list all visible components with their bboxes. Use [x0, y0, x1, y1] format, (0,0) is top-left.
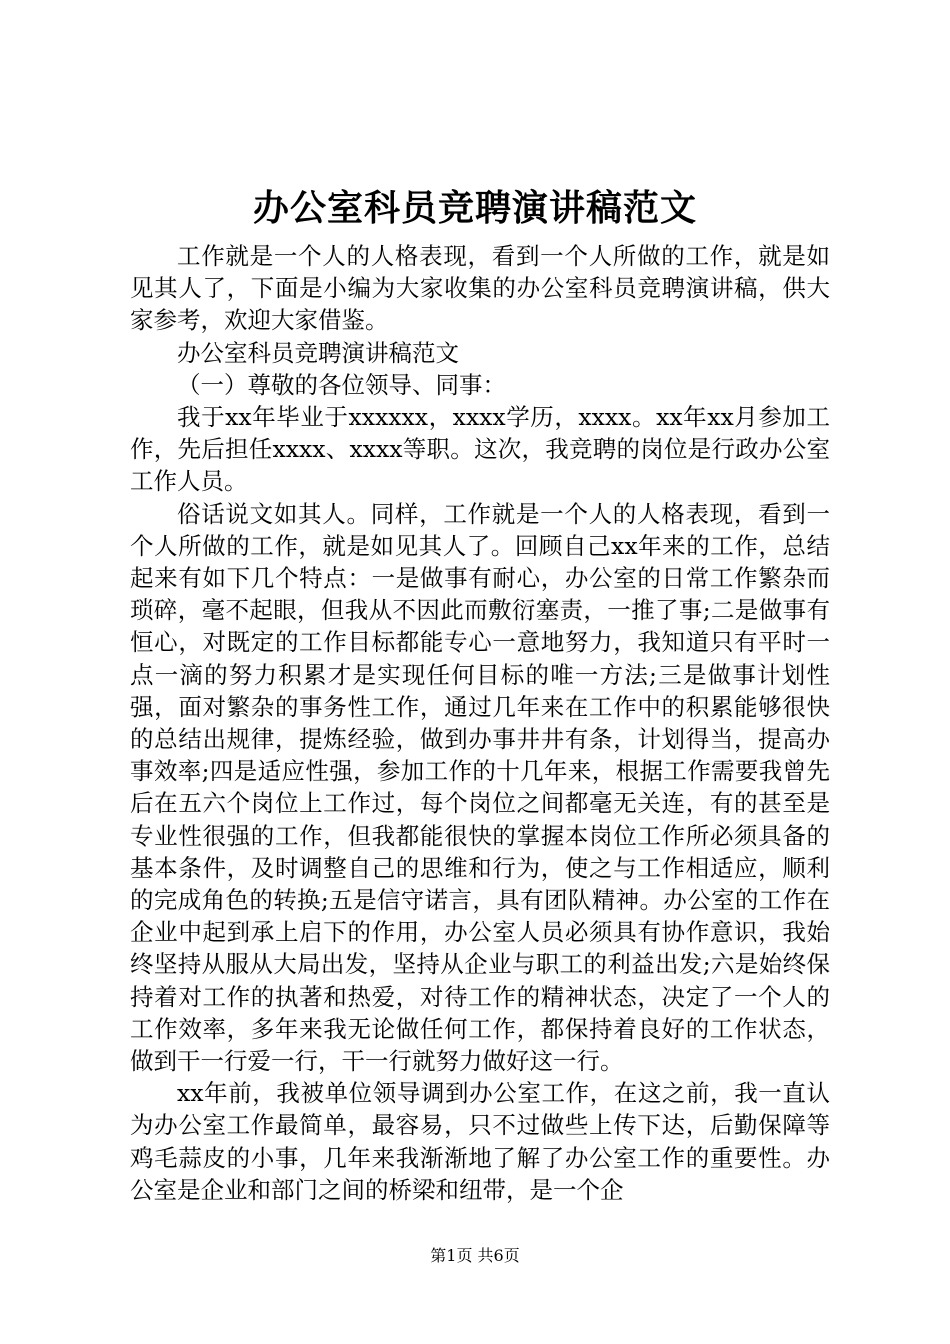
paragraph-salutation: （一）尊敬的各位领导、同事： — [177, 370, 506, 399]
document-body — [130, 240, 830, 1206]
paragraph-characteristics: 俗话说文如其人。同样，工作就是一个人的人格表现，看到一个人所做的工作，就是如见其人了。回顾自己xx年来的工作，总结起来有如下几个特点：一是做事有耐心，办公室的日常工作繁杂而琐碎，毫不起眼，但我从不因此而敷衍塞责，一推了事;二是做事有恒心，对既定的工作目标都能专心一意地努力，我知道只有平时一点一滴的努力积累才是实现任何目标的唯一方法;三是做事计划性强，面对繁杂的事务性工作，通过几年来在工作中的积累能够很快的总结出规律，提炼经验，做到办事井井有条，计划得当，提高办事效率;四是适应性强，参加工作的十几年来，根据工作需要我曾先后在五六个岗位上工作过，每个岗位之间都毫无关连，有的甚至是专业性很强的工作，但我都能很快的掌握本岗位工作所必须具备的基本条件，及时调整自己的思维和行为，使之与工作相适应，顺利的完成角色的转换;五是信守诺言，具有团队精神。办公室的工作在企业中起到承上启下的作用，办公室人员必须具有协作意识，我始终坚持从服从大局出发，坚持从企业与职工的利益出发;六是始终保持着对工作的执著和热爱，对待工作的精神状态，决定了一个人的工作效率，多年来我无论做任何工作，都保持着良好的工作状态，做到干一行爱一行，干一行就努力做好这一行。 — [130, 499, 830, 1076]
paragraph-background: 我于xx年毕业于xxxxxx，xxxx学历，xxxx。xx年xx月参加工作，先后担任xxxx、xxxx等职。这次，我竞聘的岗位是行政办公室工作人员。 — [130, 403, 830, 496]
document-title: 办公室科员竞聘演讲稿范文 — [252, 187, 697, 229]
page-footer: 第1页 共6页 — [430, 1246, 520, 1265]
paragraph-intro: 工作就是一个人的人格表现，看到一个人所做的工作，就是如见其人了，下面是小编为大家收集的办公室科员竞聘演讲稿，供大家参考，欢迎大家借鉴。 — [130, 242, 830, 335]
paragraph-office-work: xx年前，我被单位领导调到办公室工作，在这之前，我一直认为办公室工作最简单，最容易，只不过做些上传下达，后勤保障等鸡毛蒜皮的小事，几年来我渐渐地了解了办公室工作的重要性。办公室是企业和部门之间的桥梁和纽带，是一个企 — [130, 1079, 830, 1204]
paragraph-subtitle: 办公室科员竞聘演讲稿范文 — [177, 338, 459, 367]
